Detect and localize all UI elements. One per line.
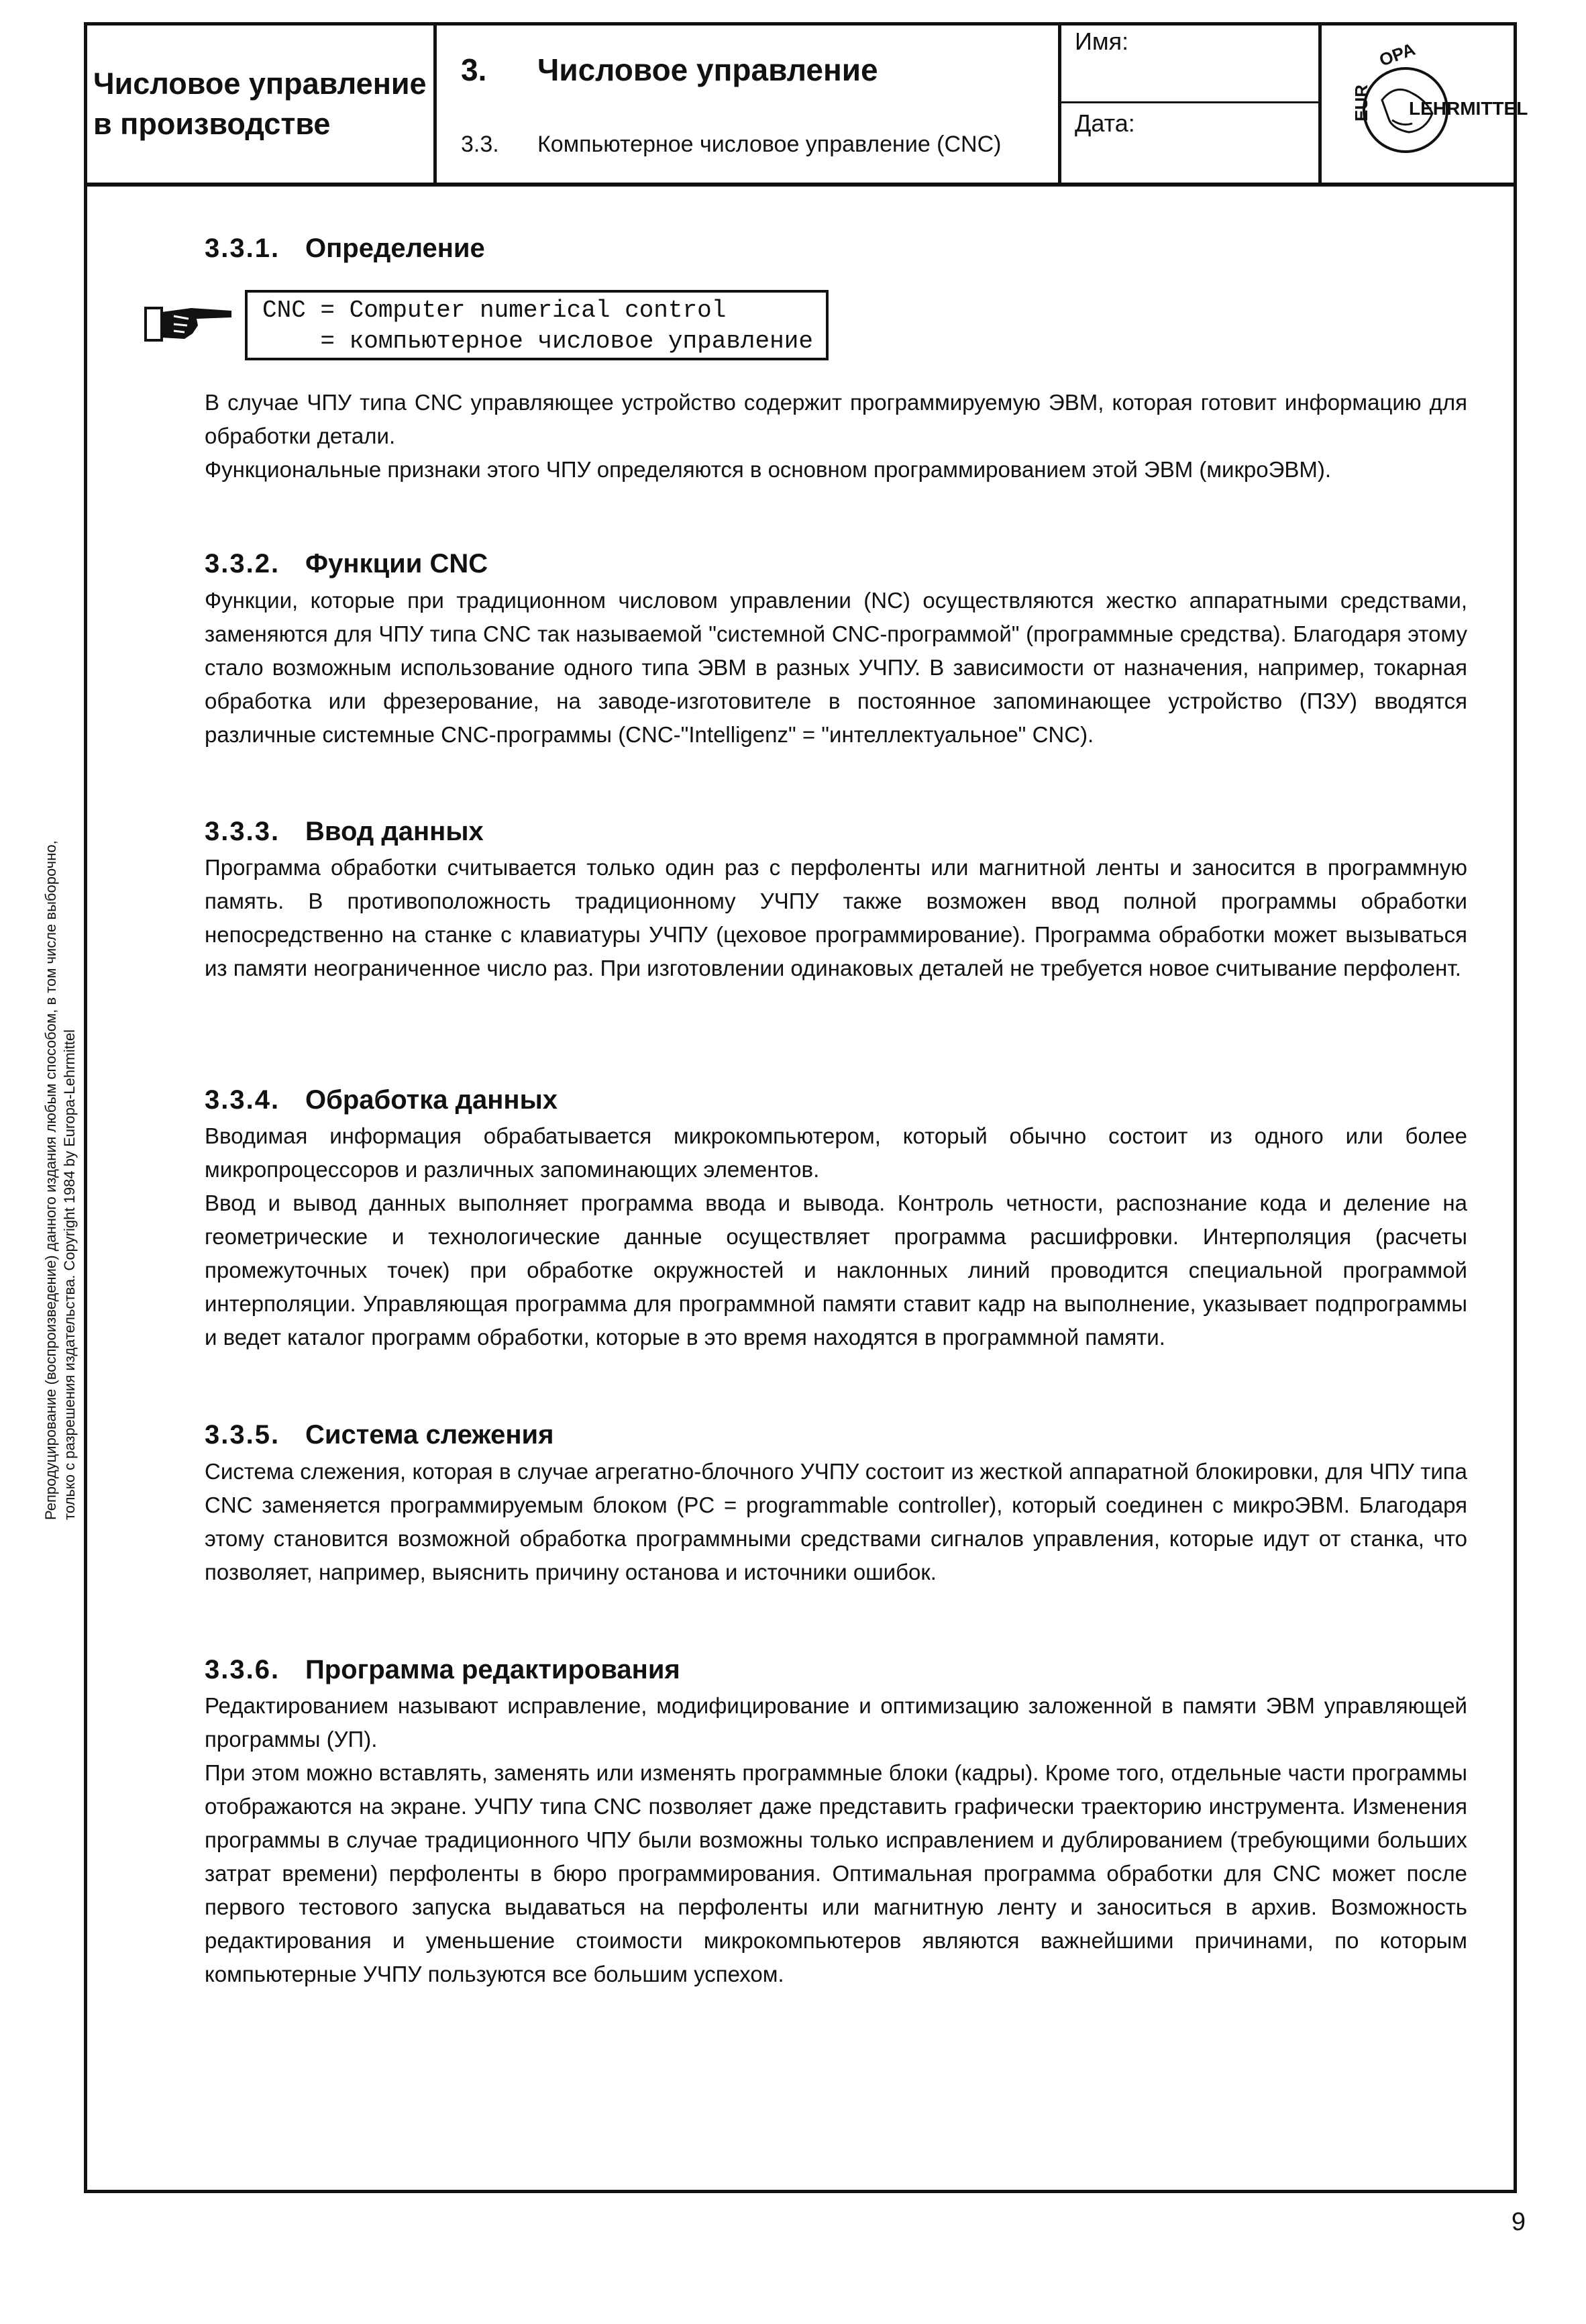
paragraph: Функциональные признаки этого ЧПУ определяются в основном программированием этой ЭВМ (микроЭВМ). <box>205 457 1332 482</box>
section-title: Обработка данных <box>305 1085 558 1115</box>
paragraph: Система слежения, которая в случае агрегатно-блочного УЧПУ состоит из жесткой аппаратной блокировки, для ЧПУ типа CNC заменяется программируемым блоком (PC = programmable controller), который соединен с микроЭВМ. Благодаря этому становится возможной обработка программными средствами сигналов управления, которые идут от станка, что позволяет, например, выяснить причину останова и источники ошибок. <box>205 1459 1467 1584</box>
section-number: 3.3.1. <box>205 234 280 263</box>
paragraph: Ввод и вывод данных выполняет программа ввода и вывода. Контроль четности, распознание кода и деление на геометрические и технологические данные осуществляет программа расшифровки. Интерполяция (расчеты промежуточных точек) при обработке окружностей и наклонных линий проводится специальной программой интерполяции. Управляющая программа для программной памяти ставит кадр на выполнение, указывает подпрограммы и ведет каталог программ обработки, которые в это время находятся в программной памяти. <box>205 1191 1467 1350</box>
header-name-date-cell <box>1061 22 1322 183</box>
section-heading-3-3-6 <box>205 1655 680 1685</box>
svg-text:LEHRMITTEL: LEHRMITTEL <box>1409 98 1528 119</box>
svg-text:OPA: OPA <box>1376 38 1418 70</box>
section-heading-3-3-4 <box>205 1085 558 1115</box>
header-chapter-cell <box>437 22 1061 183</box>
section-heading-3-3-5 <box>205 1420 553 1450</box>
section-number: 3.3.3. <box>205 817 280 846</box>
paragraph: В случае ЧПУ типа CNC управляющее устройство содержит программируемую ЭВМ, которая готовит информацию для обработки детали. <box>205 390 1467 448</box>
section-title: Система слежения <box>305 1420 554 1450</box>
section-heading-3-3-3 <box>205 817 484 847</box>
side-note-line-1: Репродуцирование (воспроизведение) данного издания любым способом, в том числе выборочно, <box>42 840 59 1520</box>
header-course-cell <box>84 22 437 183</box>
section-number: 3.3.4. <box>205 1085 280 1115</box>
paragraph: Функции, которые при традиционном числовом управлении (NC) осуществляются жестко аппаратными средствами, заменяются для ЧПУ типа CNC так называемой "системной CNC-программой" (программные средства). Благодаря этому стало возможным использование одного типа ЭВМ в разных УЧПУ. В зависимости от назначения, например, токарная обработка или фрезерование, на заводе-изготовителе в постоянное запоминающее устройство (ПЗУ) вводятся различные системные CNC-программы (CNC-"Intelligenz" = "интеллектуальное" CNC). <box>205 588 1467 747</box>
pointing-hand-icon <box>144 299 235 346</box>
section-number: 3.3.6. <box>205 1655 280 1684</box>
section-number: 3.3.2. <box>205 549 280 578</box>
paragraph: Редактированием называют исправление, модифицирование и оптимизацию заложенной в памяти ЭВМ управляющей программы (УП). <box>205 1693 1467 1752</box>
section-title: Определение <box>305 234 485 263</box>
definition-box <box>245 290 829 360</box>
paragraph: При этом можно вставлять, заменять или изменять программные блоки (кадры). Кроме того, отдельные части программы отображаются на экране. УЧПУ типа CNC позволяет даже представить графически траекторию инструмента. Изменения программы в случае традиционного ЧПУ были возможны только исправлением и дублированием (требующими больших затрат времени) перфоленты в бюро программирования. Оптимальная программа обработки для CNC может после первого тестового запуска выдаваться на перфоленты или магнитную ленту и заноситься в архив. Возможность редактирования и уменьшение стоимости микрокомпьютеров являются важнейшими причинами, по которым компьютерные УЧПУ пользуются все большим успехом. <box>205 1760 1467 1986</box>
paragraph: Вводимая информация обрабатывается микрокомпьютером, который обычно состоит из одного или более микропроцессоров и различных запоминающих элементов. <box>205 1123 1467 1182</box>
section-heading-3-3-1 <box>205 234 485 264</box>
paragraph: Программа обработки считывается только один раз с перфоленты или магнитной ленты и заносится в программную память. В противоположность традиционному УЧПУ также возможен ввод полной программы обработки непосредственно на станке с клавиатуры УЧПУ (цеховое программирование). Программа обработки может вызываться из памяти неограниченное число раз. При изготовлении одинаковых деталей не требуется новое считывание перфолент. <box>205 855 1467 980</box>
section-number: 3.3.5. <box>205 1420 280 1450</box>
header-logo-cell <box>1322 22 1528 183</box>
section-title: Ввод данных <box>305 817 484 846</box>
name-date-divider <box>1061 101 1318 103</box>
europa-lehrmittel-logo <box>1342 38 1528 160</box>
page-header <box>84 22 1528 187</box>
section-title: Функции CNC <box>305 549 488 578</box>
side-note-line-2: только с разрешения издательства. Copyright 1984 by Europa-Lehrmittel <box>61 1029 78 1520</box>
copyright-side-note <box>42 715 122 1520</box>
section-title: Программа редактирования <box>305 1655 680 1684</box>
course-title: Числовое управление в производстве <box>93 66 427 141</box>
section-heading-3-3-2 <box>205 549 488 579</box>
chapter-number: 3. <box>461 52 487 87</box>
subchapter-title: Компьютерное числовое управление (CNC) <box>537 132 1002 157</box>
subchapter-number: 3.3. <box>461 132 499 157</box>
date-label: Дата: <box>1075 109 1135 137</box>
chapter-title: Числовое управление <box>537 52 878 87</box>
name-label: Имя: <box>1075 28 1129 55</box>
svg-text:EUR: EUR <box>1351 85 1371 121</box>
definition-line-1: CNC = Computer numerical control <box>262 297 727 324</box>
definition-line-2: = компьютерное числовое управление <box>262 327 813 355</box>
page-number: 9 <box>1511 2208 1526 2236</box>
